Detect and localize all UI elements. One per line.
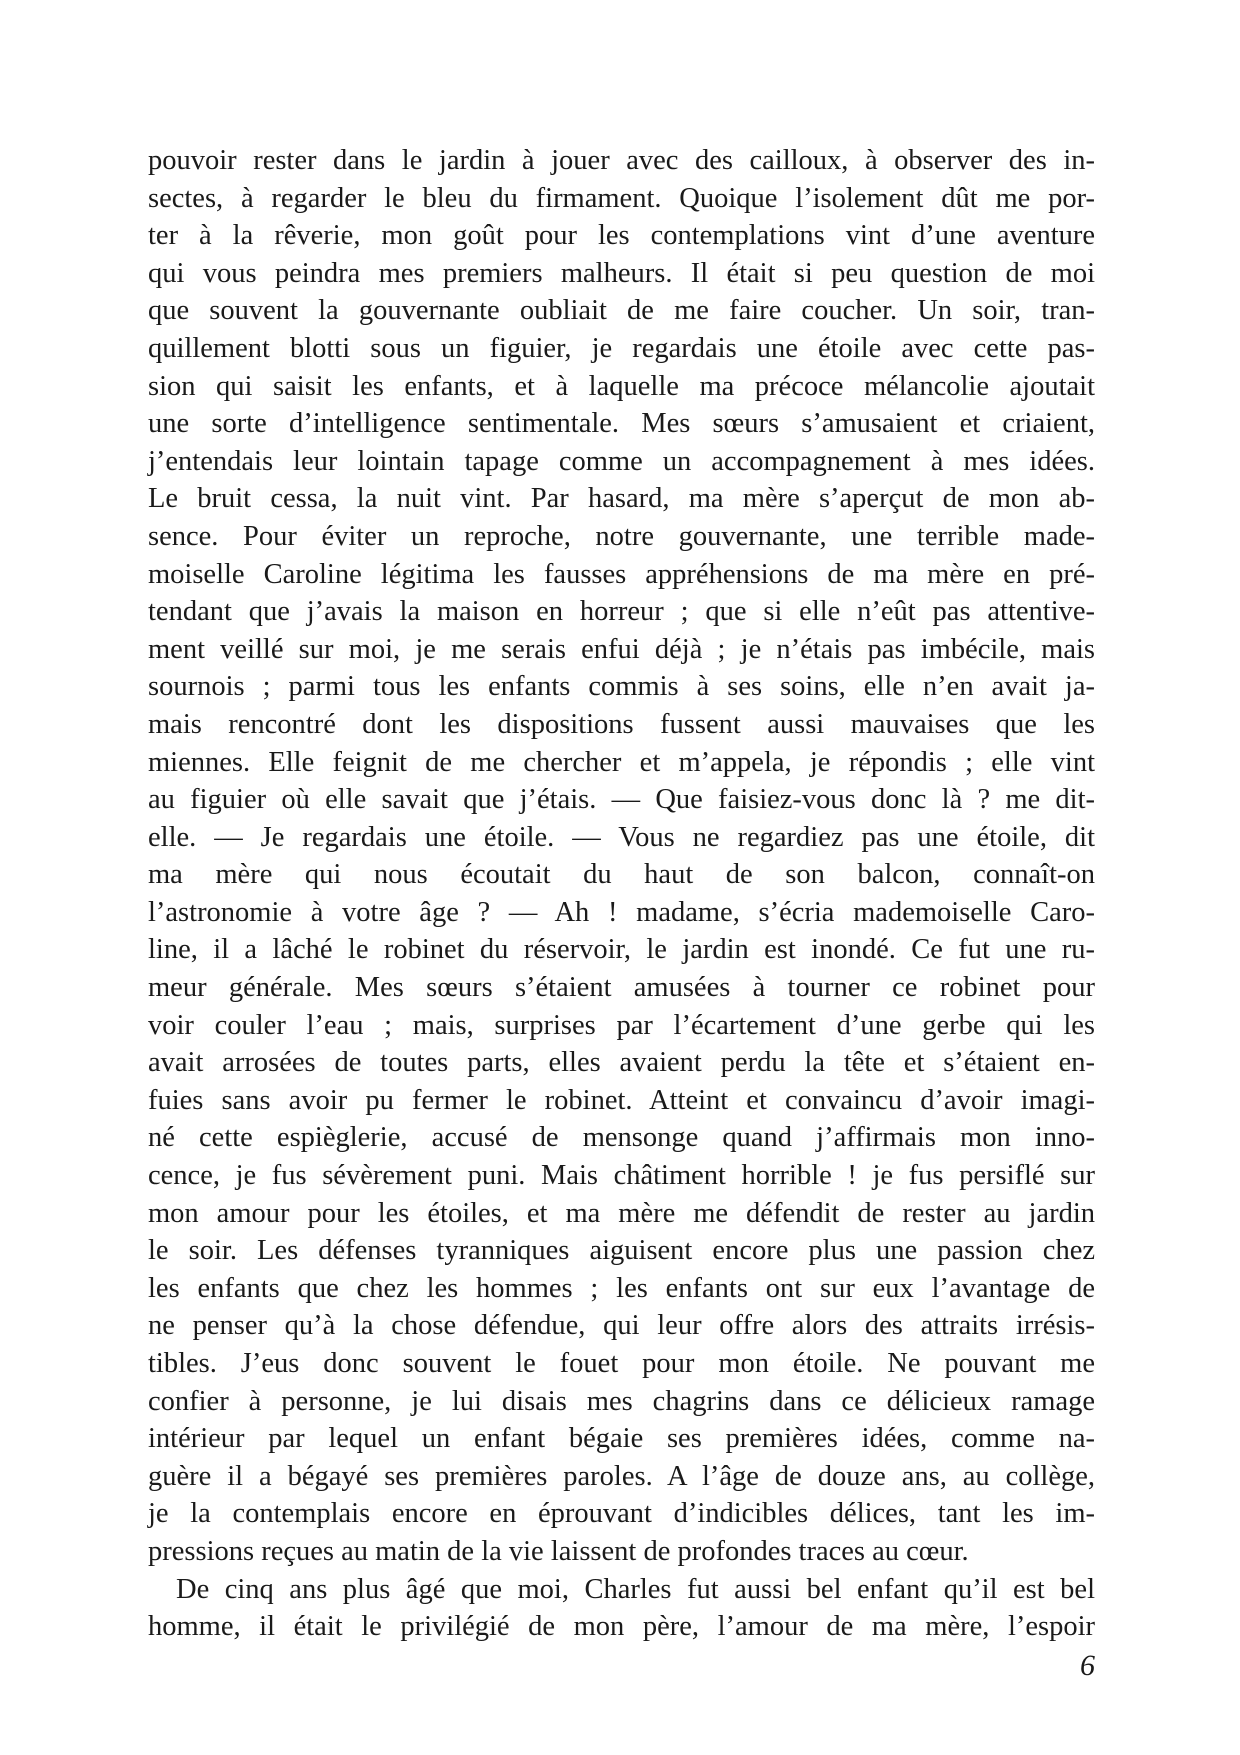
text-line: sion qui saisit les enfants, et à laquelle ma précoce mélancolie ajoutait [148,370,1095,402]
text-line: miennes. Elle feignit de me chercher et m’appela, je répondis ; elle vint [148,746,1095,778]
text-line: pressions reçues au matin de la vie laissent de profondes traces au cœur. [148,1535,969,1567]
text-line: j’entendais leur lointain tapage comme un accompagnement à mes idées. [148,445,1095,477]
text-line: né cette espièglerie, accusé de mensonge quand j’affirmais mon inno- [148,1122,1095,1154]
paragraph-1 [148,142,1095,1571]
text-line: sence. Pour éviter un reproche, notre gouvernante, une terrible made- [148,520,1095,552]
text-line: meur générale. Mes sœurs s’étaient amusées à tourner ce robinet pour [148,972,1095,1004]
text-line: intérieur par lequel un enfant bégaie ses premières idées, comme na- [148,1423,1095,1455]
text-line: sournois ; parmi tous les enfants commis à ses soins, elle n’en avait ja- [148,671,1095,703]
text-line: ne penser qu’à la chose défendue, qui leur offre alors des attraits irrésis- [148,1310,1095,1342]
text-line: voir couler l’eau ; mais, surprises par l’écartement d’une gerbe qui les [148,1009,1095,1041]
text-line: elle. — Je regardais une étoile. — Vous ne regardiez pas une étoile, dit [148,821,1095,853]
text-line: ment veillé sur moi, je me serais enfui déjà ; je n’étais pas imbécile, mais [148,633,1095,665]
text-line: avait arrosées de toutes parts, elles avaient perdu la tête et s’étaient en- [148,1047,1095,1079]
text-line: je la contemplais encore en éprouvant d’indicibles délices, tant les im- [148,1498,1095,1530]
text-line: ma mère qui nous écoutait du haut de son balcon, connaît-on [148,859,1095,891]
text-line: au figuier où elle savait que j’étais. — Que faisiez-vous donc là ? me dit- [148,784,1095,816]
paragraph-2 [148,1571,1095,1646]
text-line: ter à la rêverie, mon goût pour les contemplations vint d’une aventure [148,220,1095,252]
text-line: confier à personne, je lui disais mes chagrins dans ce délicieux ramage [148,1385,1095,1417]
text-line: sectes, à regarder le bleu du firmament. Quoique l’isolement dût me por- [148,182,1095,214]
text-line: quillement blotti sous un figuier, je regardais une étoile avec cette pas- [148,332,1095,364]
text-line: les enfants que chez les hommes ; les enfants ont sur eux l’avantage de [148,1272,1095,1304]
text-line: qui vous peindra mes premiers malheurs. Il était si peu question de moi [148,257,1095,289]
text-line: mais rencontré dont les dispositions fussent aussi mauvaises que les [148,708,1095,740]
text-line: fuies sans avoir pu fermer le robinet. Atteint et convaincu d’avoir imagi- [148,1084,1095,1116]
text-line: Le bruit cessa, la nuit vint. Par hasard, ma mère s’aperçut de mon ab- [148,483,1095,515]
text-line: De cinq ans plus âgé que moi, Charles fut aussi bel enfant qu’il est bel [176,1573,1095,1605]
text-line: le soir. Les défenses tyranniques aiguisent encore plus une passion chez [148,1235,1095,1267]
text-line: line, il a lâché le robinet du réservoir, le jardin est inondé. Ce fut une ru- [148,934,1095,966]
text-line: tendant que j’avais la maison en horreur ; que si elle n’eût pas attentive- [148,596,1095,628]
text-line: que souvent la gouvernante oubliait de me faire coucher. Un soir, tran- [148,295,1095,327]
page-body [148,142,1095,1646]
text-line: cence, je fus sévèrement puni. Mais châtiment horrible ! je fus persiflé sur [148,1160,1095,1192]
page-number: 6 [1080,1649,1095,1682]
text-line: une sorte d’intelligence sentimentale. Mes sœurs s’amusaient et criaient, [148,408,1095,440]
text-line: moiselle Caroline légitima les fausses appréhensions de ma mère en pré- [148,558,1095,590]
text-line: mon amour pour les étoiles, et ma mère me défendit de rester au jardin [148,1197,1095,1229]
text-line: guère il a bégayé ses premières paroles. A l’âge de douze ans, au collège, [148,1460,1095,1492]
text-line: l’astronomie à votre âge ? — Ah ! madame, s’écria mademoiselle Caro- [148,896,1095,928]
text-line: tibles. J’eus donc souvent le fouet pour mon étoile. Ne pouvant me [148,1348,1095,1379]
text-line: pouvoir rester dans le jardin à jouer avec des cailloux, à observer des in- [148,145,1095,176]
text-line: homme, il était le privilégié de mon père, l’amour de ma mère, l’espoir [148,1611,1095,1643]
